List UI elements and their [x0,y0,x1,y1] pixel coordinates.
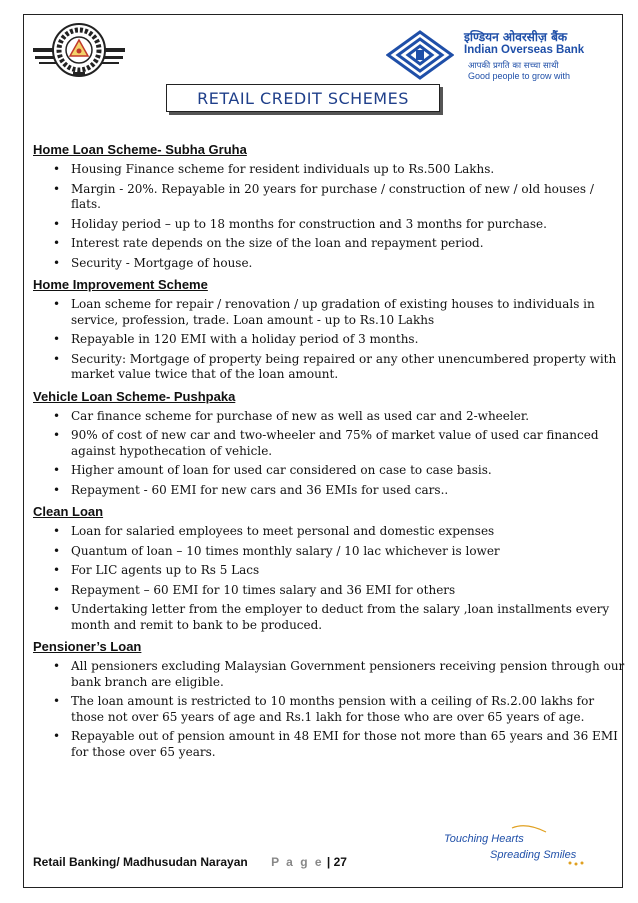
item-list [53,659,625,760]
section-heading: Vehicle Loan Scheme- Pushpaka [33,388,236,404]
list-item: • Margin - 20%. Repayable in 20 years for purchase / construction of new / old houses / flats. [53,182,625,213]
list-item: • For LIC agents up to Rs 5 Lacs [53,563,625,579]
list-item: • Undertaking letter from the employer to deduct from the salary ,loan installments every month and remit to bank to be produced. [53,602,625,633]
list-item: • Security - Mortgage of house. [53,256,625,272]
bank-tagline: Good people to grow with [468,71,571,81]
list-item: • Repayment - 60 EMI for new cars and 36 EMIs for used cars.. [53,483,625,499]
list-item: • Higher amount of loan for used car considered on case to case basis. [53,463,625,479]
item-list [53,409,625,499]
section-clean-loan [33,502,625,633]
footer [33,855,347,869]
list-item: • Interest rate depends on the size of the loan and repayment period. [53,236,625,252]
item-list [53,162,625,271]
bank-logo [386,22,621,84]
page-label: P a g e [271,855,324,869]
section-heading: Home Loan Scheme- Subha Gruha [33,142,247,157]
list-item: • Car finance scheme for purchase of new as well as used car and 2-wheeler. [53,409,625,425]
footer-author: Retail Banking/ Madhusudan Narayan [33,855,248,869]
bank-tagline-hindi: आपकी प्रगति का सच्चा साथी [468,61,559,71]
bank-emblem-icon [386,30,454,80]
institute-logo [33,20,125,82]
section-heading: Home Improvement Scheme [33,277,208,292]
bank-name: Indian Overseas Bank [464,44,585,56]
slogan-line1: Touching Hearts [444,833,524,845]
list-item: • Repayable out of pension amount in 48 EMI for those not more than 65 years and 36 EMI for those over 65 years. [53,729,625,760]
section-heading: Pensioner’s Loan [33,639,142,654]
item-list [53,524,625,633]
list-item: • Holiday period – up to 18 months for construction and 3 months for purchase. [53,217,625,233]
section-vehicle-loan [33,387,625,499]
list-item: • Repayable in 120 EMI with a holiday period of 3 months. [53,332,625,348]
touching-hearts-logo [440,820,620,870]
bank-name-hindi: इण्डियन ओवरसीज़ बैंक [464,30,568,44]
list-item: • Quantum of loan – 10 times monthly salary / 10 lac whichever is lower [53,544,625,560]
section-pensioners-loan [33,637,625,760]
list-item: • Repayment – 60 EMI for 10 times salary and 36 EMI for others [53,583,625,599]
item-list [53,297,625,383]
list-item: • Loan for salaried employees to meet personal and domestic expenses [53,524,625,540]
section-home-loan [33,140,625,271]
page-title: RETAIL CREDIT SCHEMES [166,84,440,112]
section-heading: Clean Loan [33,504,104,519]
list-item: • Housing Finance scheme for resident individuals up to Rs.500 Lakhs. [53,162,625,178]
slogan-line2: Spreading Smiles [490,849,577,861]
list-item: • All pensioners excluding Malaysian Government pensioners receiving pension through our bank branch are eligible. [53,659,625,690]
list-item: • The loan amount is restricted to 10 months pension with a ceiling of Rs.2.00 lakhs for those not over 65 years of age and Rs.1 lakh for those who are over 65 years of age. [53,694,625,725]
section-home-improvement [33,275,625,383]
list-item: • Security: Mortgage of property being repaired or any other unencumbered property with market value twice that of the loan amount. [53,352,625,383]
content [33,140,625,764]
list-item: • 90% of cost of new car and two-wheeler and 75% of market value of used car financed against hypothecation of vehicle. [53,428,625,459]
page-number: | 27 [326,855,347,869]
list-item: • Loan scheme for repair / renovation / up gradation of existing houses to individuals in service, profession, trade. Loan amount - up to Rs.10 Lakhs [53,297,625,328]
